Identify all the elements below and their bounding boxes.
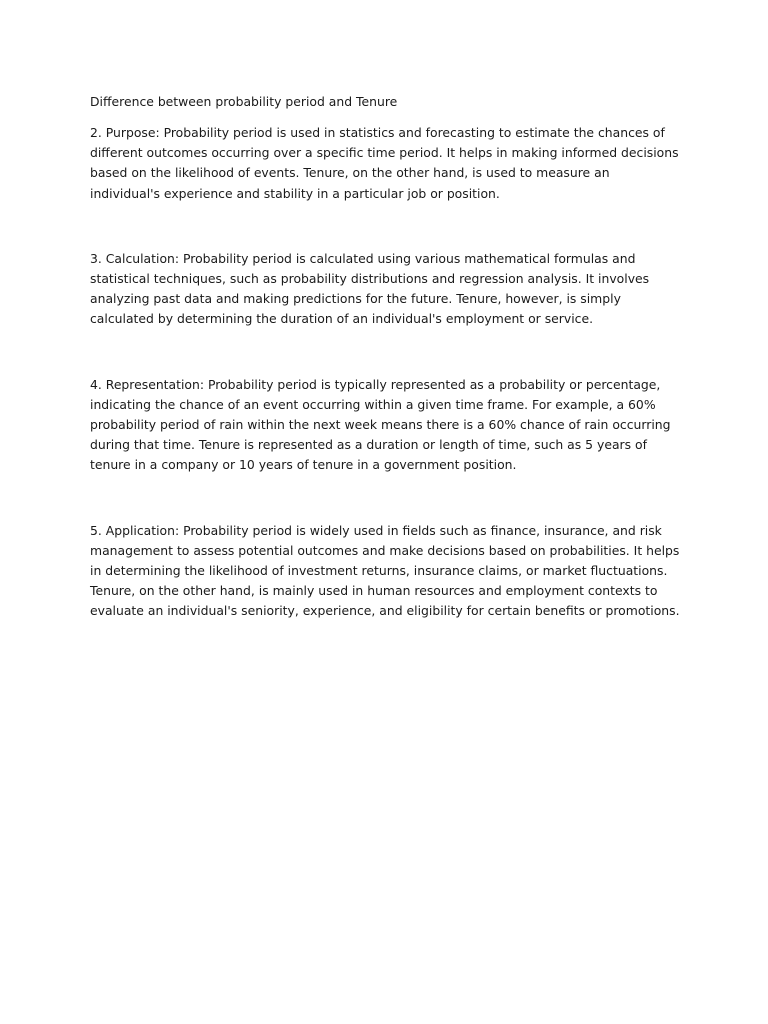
paragraph-spacer xyxy=(90,330,682,375)
paragraph-representation: 4. Representation: Probability period is typically represented as a probability or percentage, indicating the chance of an event occurring within a given time frame. For example, a 60% probability period of rain within the next week means there is a 60% chance of rain occurring during that time. Tenure is represented as a duration or length of time, such as 5 years of tenure in a company or 10 years of tenure in a government position. xyxy=(90,376,671,473)
paragraph-purpose: 2. Purpose: Probability period is used in statistics and forecasting to estimate the chances of different outcomes occurring over a specific time period. It helps in making informed decisions based on the likelihood of events. Tenure, on the other hand, is used to measure an individual's experience and stability in a particular job or position. xyxy=(90,125,679,201)
paragraph-spacer xyxy=(90,204,682,249)
paragraph-application: 5. Application: Probability period is widely used in fields such as finance, insurance, and risk management to assess potential outcomes and make decisions based on probabilities. It helps in determining the likelihood of investment returns, insurance claims, or market fluctuations. Tenure, on the other hand, is mainly used in human resources and employment contexts to evaluate an individual's seniority, experience, and eligibility for certain benefits or promotions. xyxy=(90,522,680,619)
document-title: Difference between probability period and Tenure xyxy=(90,94,398,109)
paragraph-calculation: 3. Calculation: Probability period is calculated using various mathematical formulas and statistical techniques, such as probability distributions and regression analysis. It involves analyzing past data and making predictions for the future. Tenure, however, is simply calculated by determining the duration of an individual's employment or service. xyxy=(90,250,650,327)
paragraph-spacer xyxy=(90,476,682,521)
